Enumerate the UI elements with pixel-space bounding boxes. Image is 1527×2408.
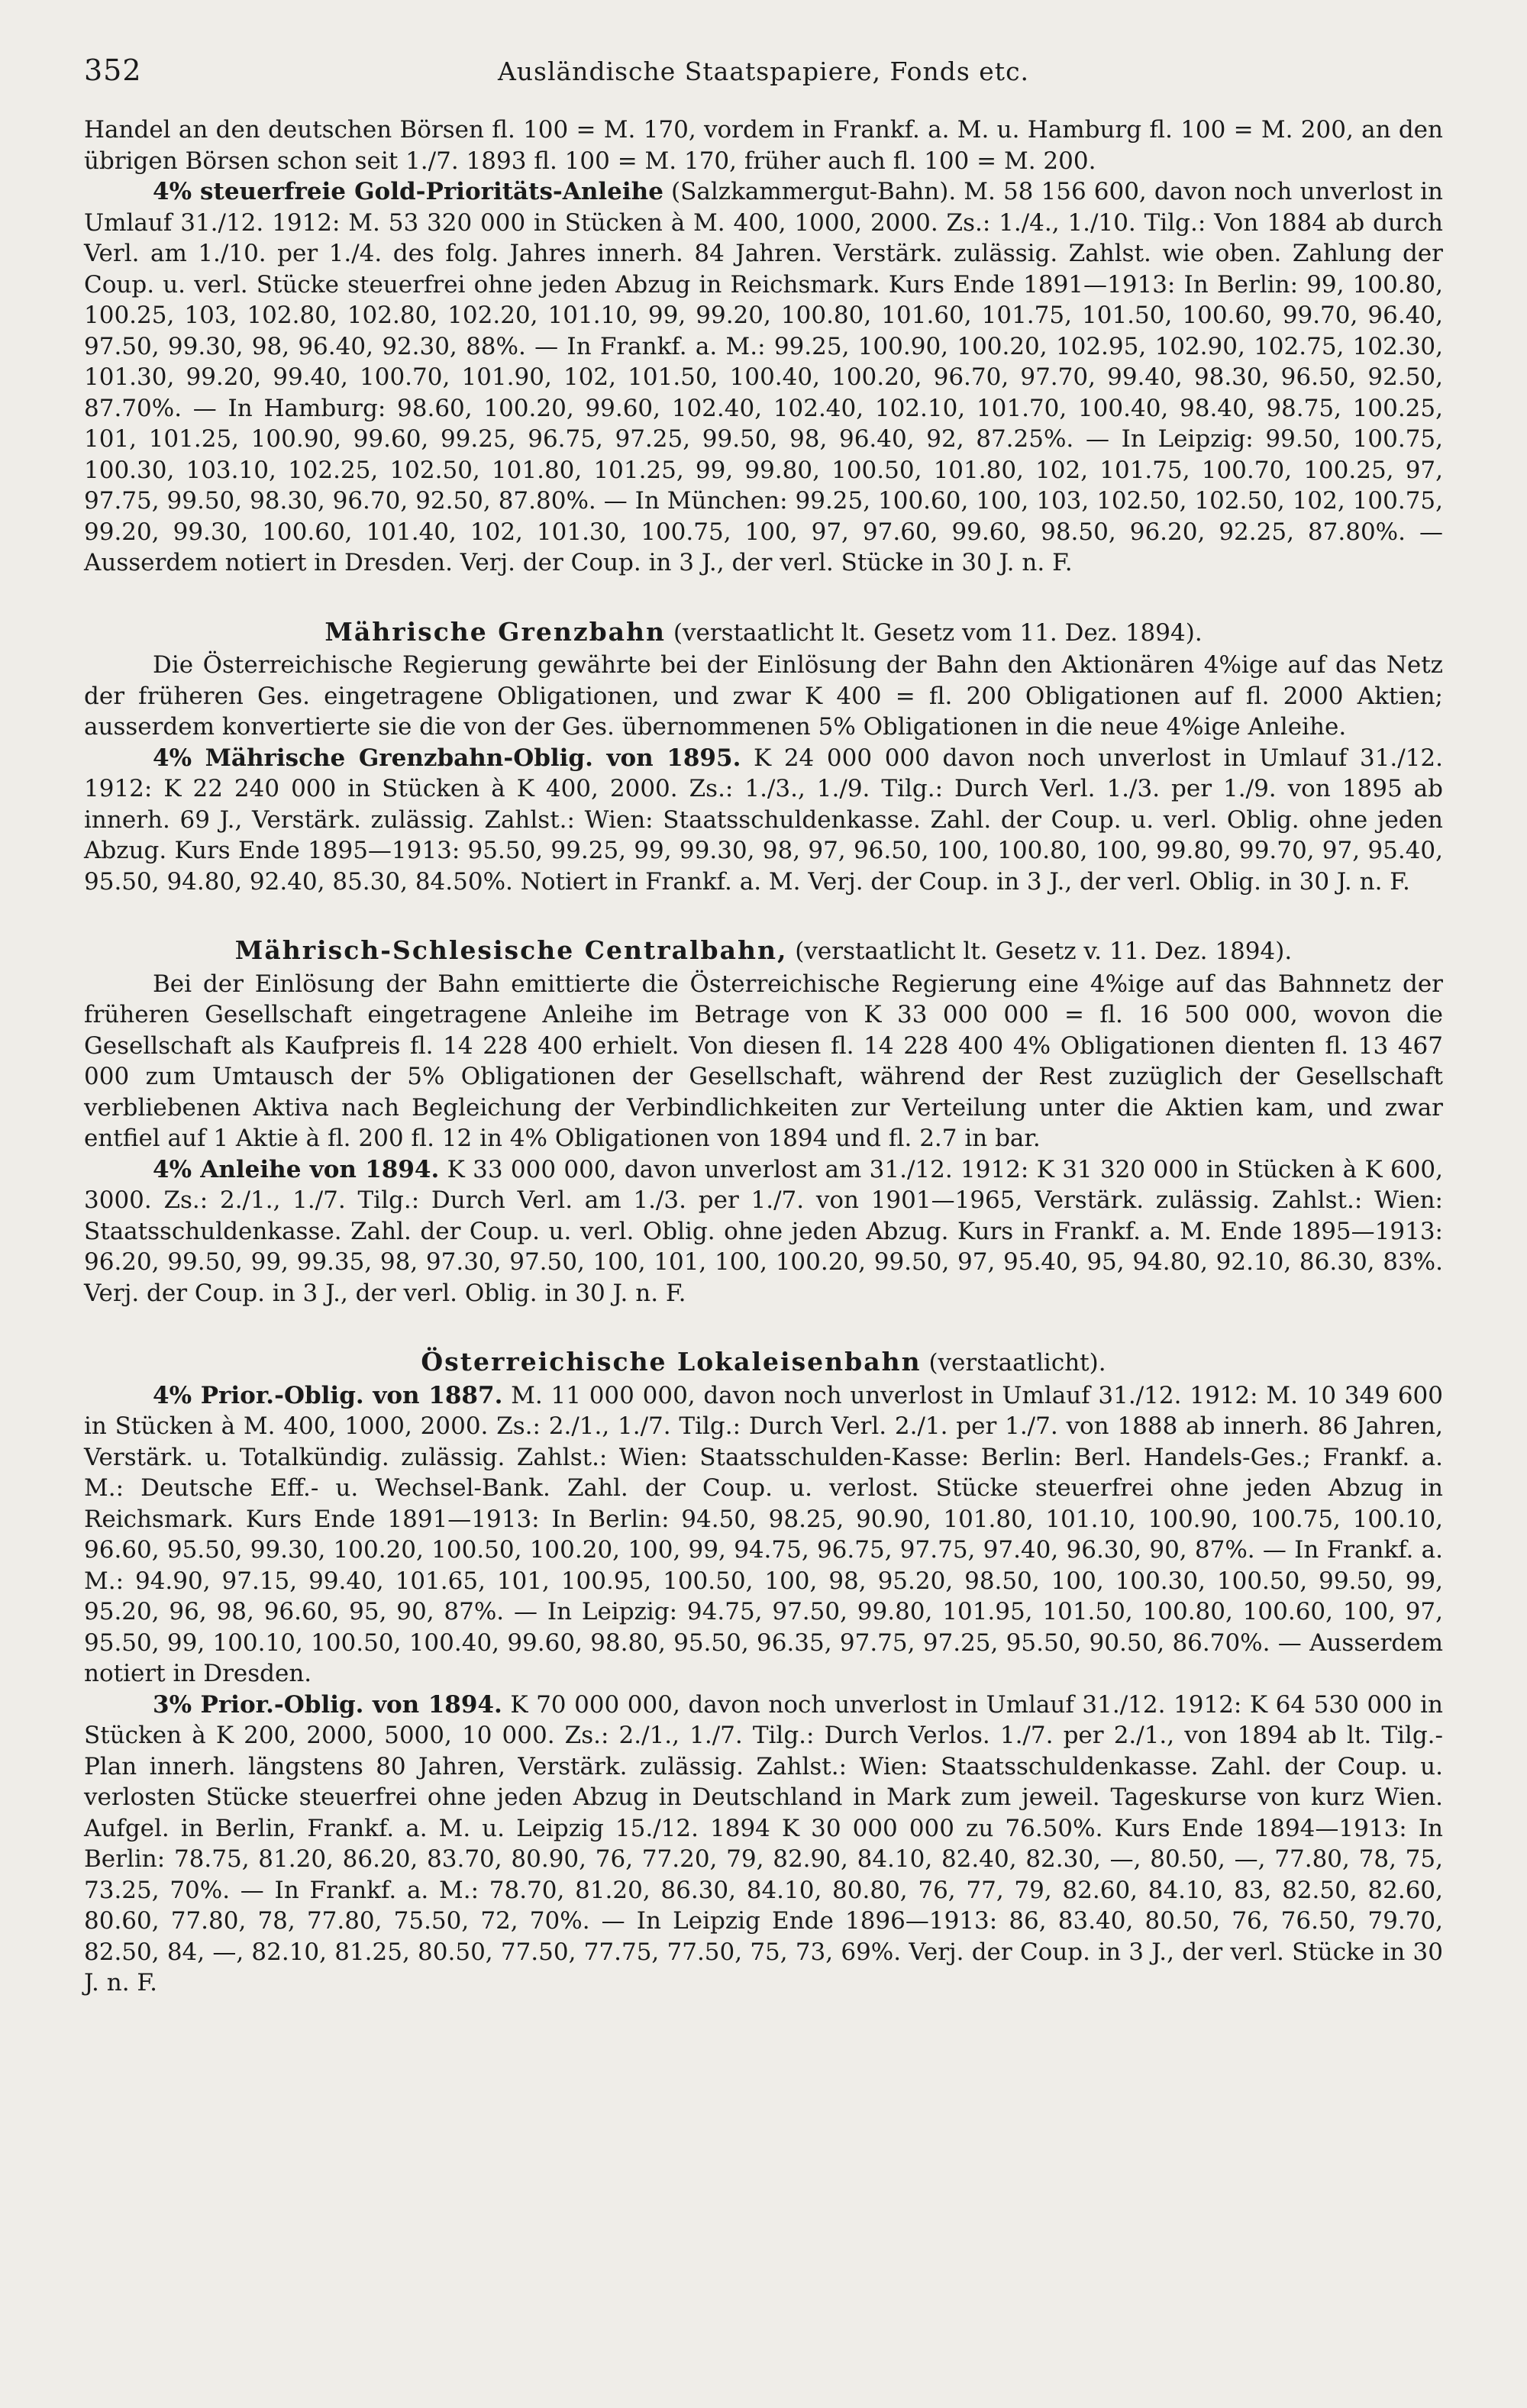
lokaleisenbahn-bond1-heading: 4% Prior.-Oblig. von 1887. [153,1381,503,1409]
lokaleisenbahn-title-note: (verstaatlicht). [928,1349,1106,1377]
intro-paragraph [84,115,1443,176]
grenzbahn-intro: Die Österreichische Regierung gewährte bei der Einlösung der Bahn den Aktionären 4%ige auf das Netz der früheren Ges. eingetragene Obligationen, und zwar K 400 = fl. 200 Obligationen auf fl. 2000 Aktien; ausserdem konvertierte sie die von der Ges. übernommenen 5% Obligationen in die neue 4%ige Anleihe. [84,651,1443,741]
page-number: 352 [84,53,142,87]
lokaleisenbahn-section [84,1380,1443,1999]
grenzbahn-section-heading [84,617,1443,649]
grenzbahn-bond-heading: 4% Mährische Grenzbahn-Oblig. von 1895. [153,744,741,772]
salzkammergut-text: (Salzkammergut-Bahn). M. 58 156 600, davon noch unverlost in Umlauf 31./12. 1912: M. 53 320 000 in Stücken à M. 400, 1000, 2000. Zs.: 1./4., 1./10. Tilg.: Von 1884 ab durch Verl. am 1./10. per 1./4. des folg. Jahres innerh. 84 Jahren. Verstärk. zulässig. Zahlst. wie oben. Zahlung der Coup. u. verl. Stücke steuerfrei ohne jeden Abzug in Reichsmark. Kurs Ende 1891—1913: In Berlin: 99, 100.80, 100.25, 103, 102.80, 102.80, 102.20, 101.10, 99, 99.20, 100.80, 101.60, 101.75, 101.50, 100.60, 99.70, 96.40, 97.50, 99.30, 98, 96.40, 92.30, 88%. — In Frankf. a. M.: 99.25, 100.90, 100.20, 102.95, 102.90, 102.75, 102.30, 101.30, 99.20, 99.40, 100.70, 101.90, 102, 101.50, 100.40, 100.20, 96.70, 97.70, 99.40, 98.30, 96.50, 92.50, 87.70%. — In Hamburg: 98.60, 100.20, 99.60, 102.40, 102.40, 102.10, 101.70, 100.40, 98.40, 98.75, 100.25, 101, 101.25, 100.90, 99.60, 99.25, 96.75, 97.25, 99.50, 98, 96.40, 92, 87.25%. — In Leipzig: 99.50, 100.75, 100.30, 103.10, 102.25, 102.50, 101.80, 101.25, 99, 99.80, 100.50, 101.80, 102, 101.75, 100.70, 100.25, 97, 97.75, 99.50, 98.30, 96.70, 92.50, 87.80%. — In München: 99.25, 100.60, 100, 103, 102.50, 102.50, 102, 100.75, 99.20, 99.30, 100.60, 101.40, 102, 101.30, 100.75, 100, 97, 97.60, 99.60, 98.50, 96.20, 92.25, 87.80%. — Ausserdem notiert in Dresden. Verj. der Coup. in 3 J., der verl. Stücke in 30 J. n. F. [84,178,1444,576]
lokaleisenbahn-bond2-heading: 3% Prior.-Oblig. von 1894. [153,1690,502,1719]
centralbahn-bond-heading: 4% Anleihe von 1894. [153,1155,440,1183]
lokaleisenbahn-title: Österreichische Lokaleisenbahn [421,1347,922,1377]
intro-text: Handel an den deutschen Börsen fl. 100 = M. 170, vordem in Frankf. a. M. u. Hamburg fl. 100 = M. 200, an den übrigen Börsen schon seit 1./7. 1893 fl. 100 = M. 170, früher auch fl. 100 = M. 200. [84,116,1443,175]
salzkammergut-entry [84,176,1443,579]
grenzbahn-title-note: (verstaatlicht lt. Gesetz vom 11. Dez. 1894). [673,618,1203,647]
centralbahn-section [84,969,1443,1309]
centralbahn-title-note: (verstaatlicht lt. Gesetz v. 11. Dez. 1894). [795,938,1293,965]
grenzbahn-bond-paragraph [84,743,1443,898]
centralbahn-title: Mährisch-Schlesische Centralbahn, [234,935,788,965]
grenzbahn-bond-text: K 24 000 000 davon noch unverlost in Umlauf 31./12. 1912: K 22 240 000 in Stücken à K 400, 2000. Zs.: 1./3., 1./9. Tilg.: Durch Verl. 1./3. per 1./9. von 1895 ab innerh. 69 J., Verstärk. zulässig. Zahlst.: Wien: Staatsschuldenkasse. Zahl. der Coup. u. verl. Oblig. ohne jeden Abzug. Kurs Ende 1895—1913: 95.50, 99.25, 99, 99.30, 98, 97, 96.50, 100, 100.80, 100, 99.80, 99.70, 97, 95.40, 95.50, 94.80, 92.40, 85.30, 84.50%. Notiert in Frankf. a. M. Verj. der Coup. in 3 J., der verl. Oblig. in 30 J. n. F. [84,744,1444,896]
lokaleisenbahn-section-heading [84,1347,1443,1379]
centralbahn-bond-text: K 33 000 000, davon unverlost am 31./12. 1912: K 31 320 000 in Stücken à K 600, 3000. Zs.: 2./1., 1./7. Tilg.: Durch Verl. am 1./3. per 1./7. von 1901—1965, Verstärk. zulässig. Zahlst.: Wien: Staatsschuldenkasse. Zahl. der Coup. u. verl. Oblig. ohne jeden Abzug. Kurs in Frankf. a. M. Ende 1895—1913: 96.20, 99.50, 99, 99.35, 98, 97.30, 97.50, 100, 101, 100, 100.20, 99.50, 97, 95.40, 95, 94.80, 92.10, 86.30, 83%. Verj. der Coup. in 3 J., der verl. Oblig. in 30 J. n. F. [84,1155,1443,1307]
salzkammergut-heading: 4% steuerfreie Gold-Prioritäts-Anleihe [153,178,663,205]
centralbahn-bond-paragraph [84,1154,1443,1309]
grenzbahn-section [84,650,1443,897]
lokaleisenbahn-bond1-text: M. 11 000 000, davon noch unverlost in Umlauf 31./12. 1912: M. 10 349 600 in Stücken à M. 400, 1000, 2000. Zs.: 2./1., 1./7. Tilg.: Durch Verl. 2./1. per 1./7. von 1888 ab innerh. 86 Jahren, Verstärk. u. Totalkündig. zulässig. Zahlst.: Wien: Staatsschulden-Kasse: Berlin: Berl. Handels-Ges.; Frankf. a. M.: Deutsche Eff.- u. Wechsel-Bank. Zahl. der Coup. u. verlost. Stücke steuerfrei ohne jeden Abzug in Reichsmark. Kurs Ende 1891—1913: In Berlin: 94.50, 98.25, 90.90, 101.80, 101.10, 100.90, 100.75, 100.10, 96.60, 95.50, 99.30, 100.20, 100.50, 100.20, 100, 99, 94.75, 96.75, 97.75, 97.40, 96.30, 90, 87%. — In Frankf. a. M.: 94.90, 97.15, 99.40, 101.65, 101, 100.95, 100.50, 100, 98, 95.20, 98.50, 100, 100.30, 100.50, 99.50, 99, 95.20, 96, 98, 96.60, 95, 90, 87%. — In Leipzig: 94.75, 97.50, 99.80, 101.95, 101.50, 100.80, 100.60, 100, 97, 95.50, 99, 100.10, 100.50, 100.40, 99.60, 98.80, 95.50, 96.35, 97.75, 97.25, 95.50, 90.50, 86.70%. — Ausserdem notiert in Dresden. [84,1381,1443,1687]
lokaleisenbahn-bond2-text: K 70 000 000, davon noch unverlost in Umlauf 31./12. 1912: K 64 530 000 in Stücken à K 200, 2000, 5000, 10 000. Zs.: 2./1., 1./7. Tilg.: Durch Verlos. 1./7. per 2./1., von 1894 ab lt. Tilg.-Plan innerh. längstens 80 Jahren, Verstärk. zulässig. Zahlst.: Wien: Staatsschuldenkasse. Zahl. der Coup. u. verlosten Stücke steuerfrei ohne jeden Abzug in Deutschland in Mark zum jeweil. Tageskurse von kurz Wien. Aufgel. in Berlin, Frankf. a. M. u. Leipzig 15./12. 1894 K 30 000 000 zu 76.50%. Kurs Ende 1894—1913: In Berlin: 78.75, 81.20, 86.20, 83.70, 80.90, 76, 77.20, 79, 82.90, 84.10, 82.40, 82.30, —, 80.50, —, 77.80, 78, 75, 73.25, 70%. — In Frankf. a. M.: 78.70, 81.20, 86.30, 84.10, 80.80, 76, 77, 79, 82.60, 84.10, 83, 82.50, 82.60, 80.60, 77.80, 78, 77.80, 75.50, 72, 70%. — In Leipzig Ende 1896—1913: 86, 83.40, 80.50, 76, 76.50, 79.70, 82.50, 84, —, 82.10, 81.25, 80.50, 77.50, 77.75, 77.50, 75, 73, 69%. Verj. der Coup. in 3 J., der verl. Stücke in 30 J. n. F. [84,1690,1443,1996]
page-header [84,53,1443,115]
centralbahn-intro: Bei der Einlösung der Bahn emittierte die Österreichische Regierung eine 4%ige auf das Bahnnetz der früheren Gesellschaft eingetragene Anleihe im Betrage von K 33 000 000 = fl. 16 500 000, wovon die Gesellschaft als Kaufpreis fl. 14 228 400 erhielt. Von diesen fl. 14 228 400 4% Obligationen dienten fl. 13 467 000 zum Umtausch der 5% Obligationen der Gesellschaft, während der Rest zuzüglich der Gesellschaft verbliebenen Aktiva nach Begleichung der Verbindlichkeiten zur Verteilung unter die Aktien kam, und zwar entfiel auf 1 Aktie à fl. 200 fl. 12 in 4% Obligationen von 1894 und fl. 2.7 in bar. [84,970,1443,1152]
lokaleisenbahn-bond2-paragraph [84,1690,1443,1999]
running-head: Ausländische Staatspapiere, Fonds etc. [497,56,1030,86]
grenzbahn-title: Mährische Grenzbahn [324,616,667,647]
salzkammergut-paragraph [84,176,1443,579]
centralbahn-section-heading [84,935,1443,967]
lokaleisenbahn-bond1-paragraph [84,1380,1443,1690]
